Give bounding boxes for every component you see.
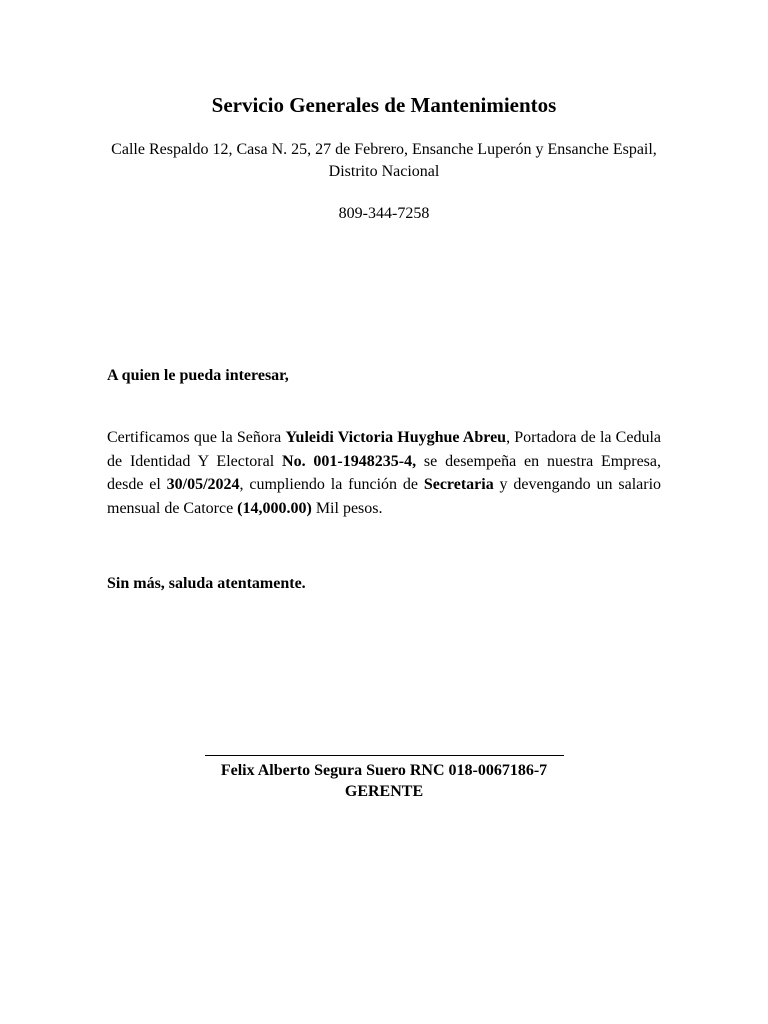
company-phone: 809-344-7258 [338, 205, 430, 222]
signature-line [205, 755, 564, 756]
body-text-part: se desempeña en nuestra Empresa, desde el [107, 452, 661, 493]
company-name: Servicio Generales de Mantenimientos [211, 93, 557, 117]
letter-body [107, 426, 661, 520]
letter-greeting: A quien le pueda interesar, [107, 367, 289, 384]
body-text-part: , cumpliendo la función de [239, 476, 424, 493]
start-date: 30/05/2024 [166, 476, 240, 493]
job-position: Secretaria [423, 476, 494, 493]
body-text-part: Certificamos que la Señora [107, 429, 286, 446]
body-text-part: , Portadora de la Cedula de Identidad Y Electoral [107, 429, 661, 470]
signer-title: GERENTE [344, 783, 424, 800]
salary-amount: (14,000.00) [237, 499, 312, 517]
body-text-part: Mil pesos. [311, 499, 383, 517]
employee-name: Yuleidi Victoria Huyghue Abreu [285, 429, 507, 446]
id-number: No. 001-1948235-4, [282, 452, 417, 470]
signer-name-rnc: Felix Alberto Segura Suero RNC 018-0067186-7 [220, 762, 548, 779]
body-text-part: y devengando un salario mensual de Catorce [107, 476, 662, 517]
letter-closing: Sin más, saluda atentamente. [107, 575, 306, 592]
company-address: Calle Respaldo 12, Casa N. 25, 27 de Febrero, Ensanche Luperón y Ensanche Espail, Distrito Nacional [111, 141, 657, 180]
